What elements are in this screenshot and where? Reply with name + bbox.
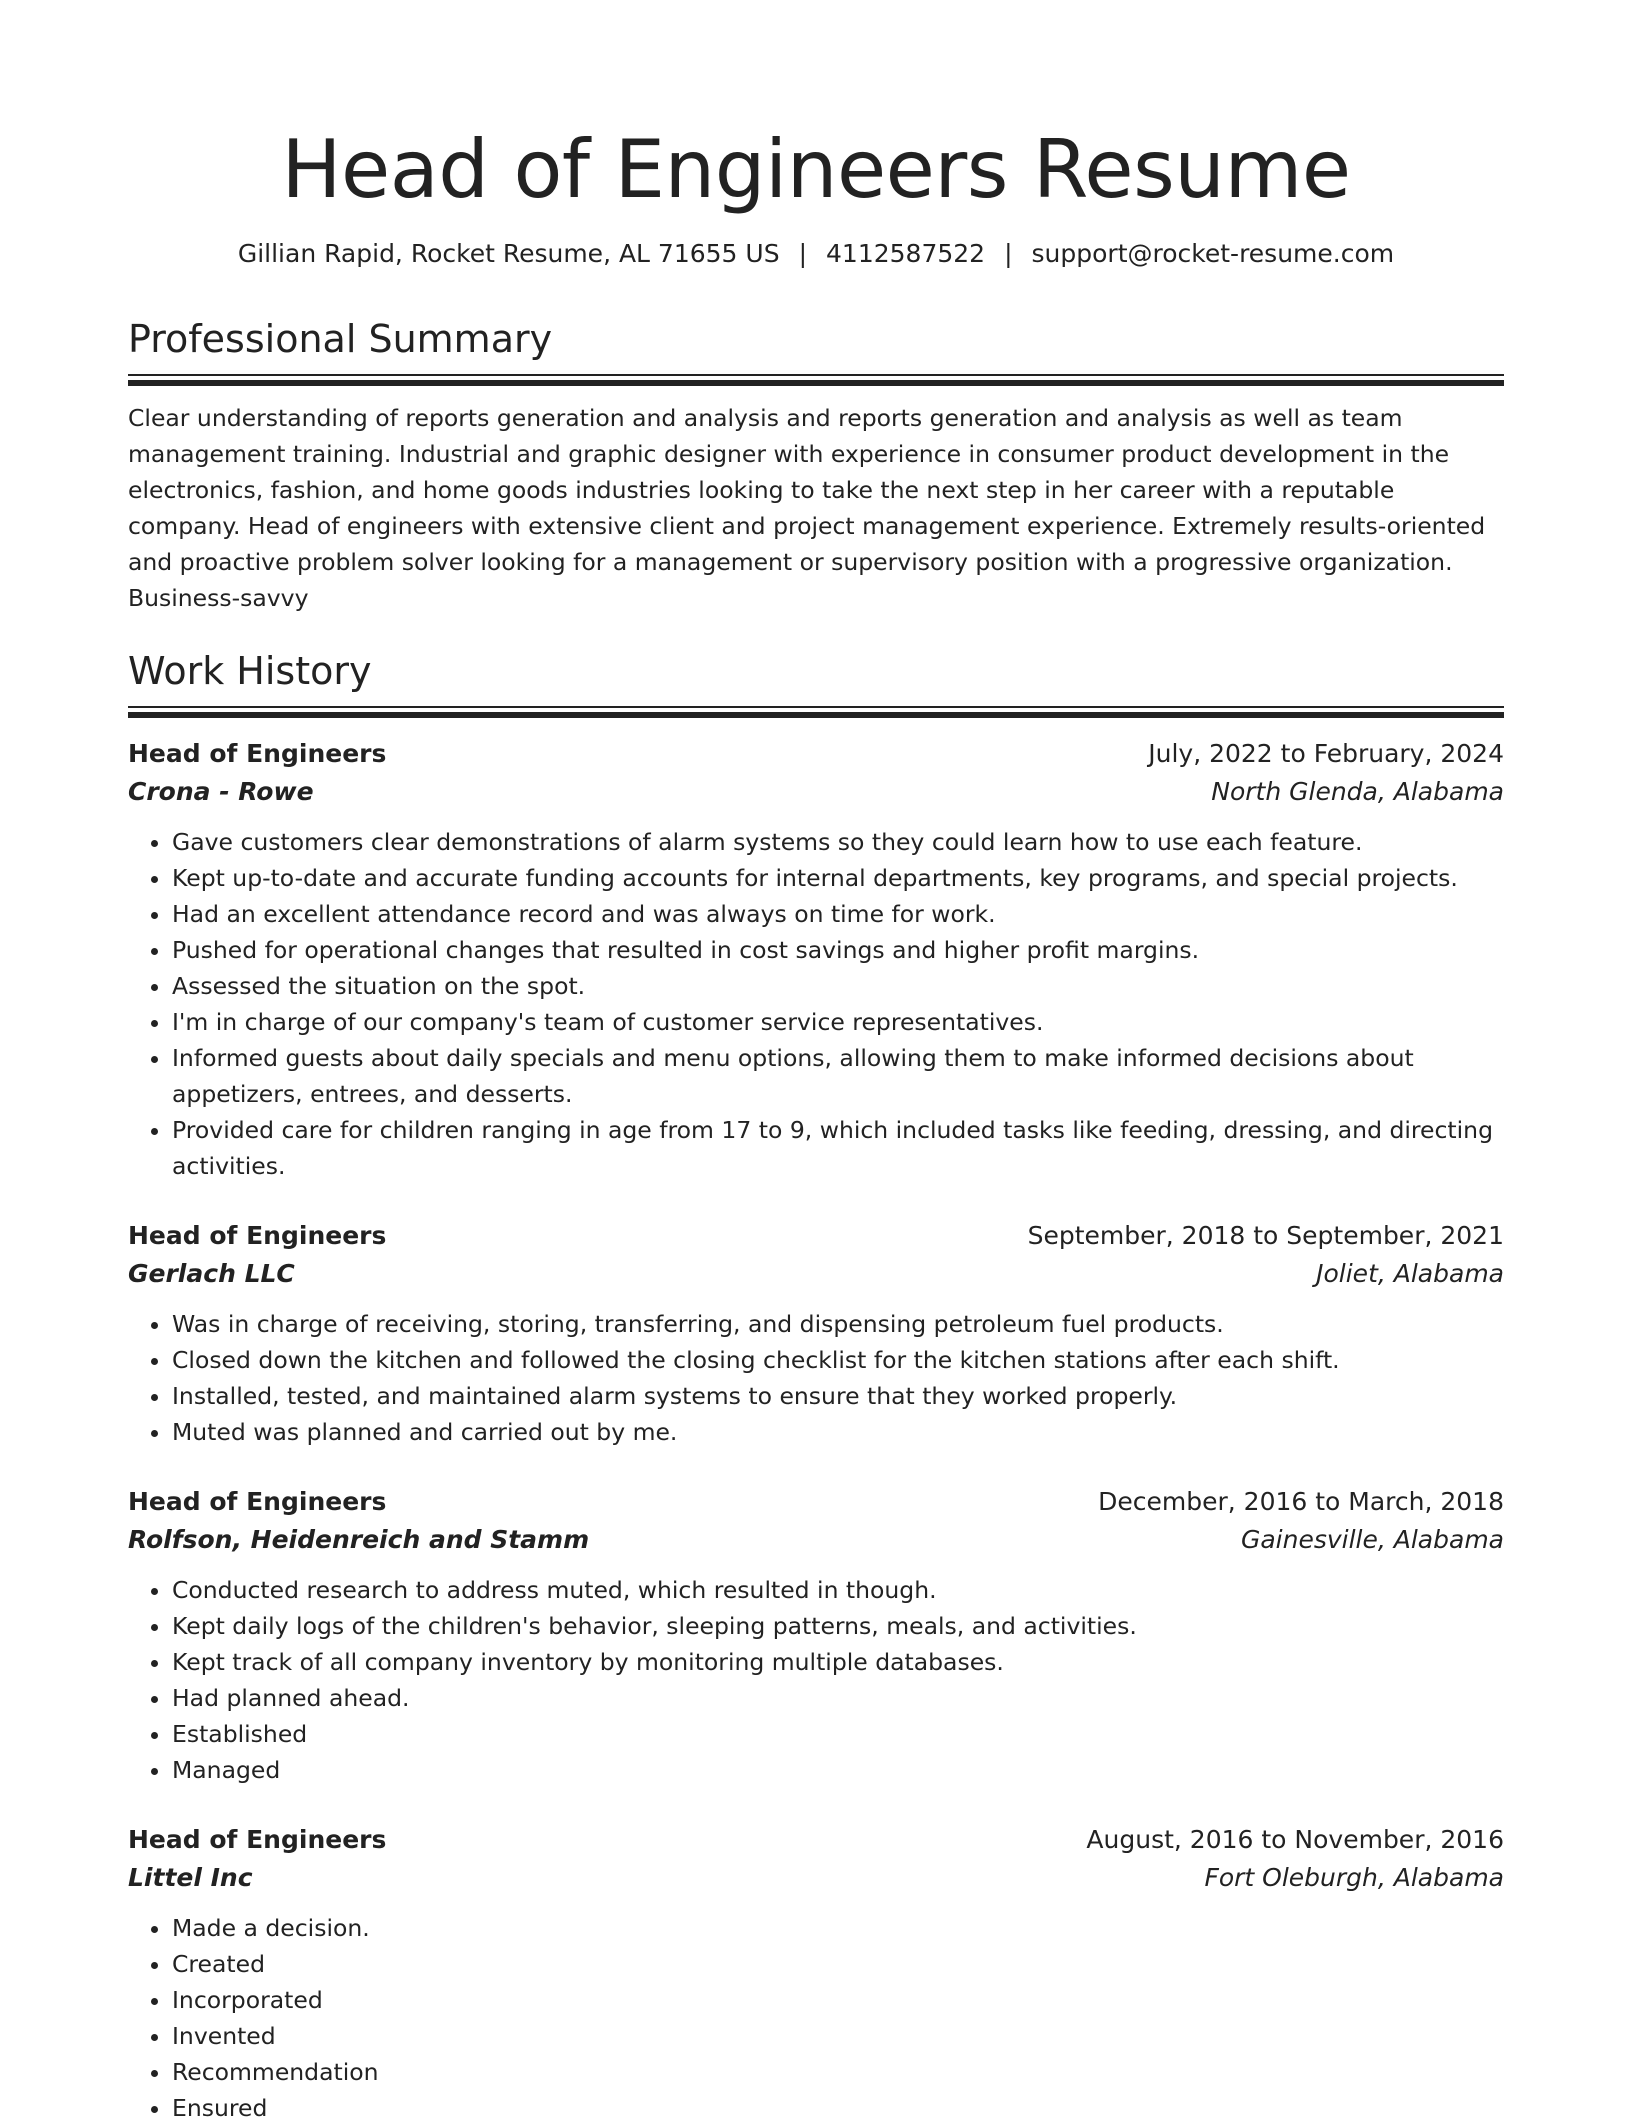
job-header-row xyxy=(128,1484,1504,1520)
job-header-row xyxy=(128,1822,1504,1858)
job-bullet: • I'm in charge of our company's team of customer service representatives. xyxy=(172,1004,1504,1040)
job-dates: September, 2018 to September, 2021 xyxy=(1027,1221,1504,1250)
job-entry xyxy=(128,736,1504,1184)
job-entry xyxy=(128,1822,1504,2126)
job-bullet: • Ensured xyxy=(172,2090,1504,2126)
job-bullet: • Was in charge of receiving, storing, transferring, and dispensing petroleum fuel products. xyxy=(172,1306,1504,1342)
job-bullet: • Kept track of all company inventory by monitoring multiple databases. xyxy=(172,1644,1504,1680)
job-bullet: • Had an excellent attendance record and was always on time for work. xyxy=(172,896,1504,932)
job-location: Joliet, Alabama xyxy=(1316,1259,1504,1288)
work-history-heading: Work History xyxy=(128,649,372,693)
job-bullet: • Kept daily logs of the children's behavior, sleeping patterns, meals, and activities. xyxy=(172,1608,1504,1644)
job-bullet: • Had planned ahead. xyxy=(172,1680,1504,1716)
professional-summary-heading: Professional Summary xyxy=(128,317,553,361)
job-bullet: • Assessed the situation on the spot. xyxy=(172,968,1504,1004)
job-company: Gerlach LLC xyxy=(128,1259,295,1288)
job-bullet: • Established xyxy=(172,1716,1504,1752)
job-entry xyxy=(128,1484,1504,1788)
contact-address: Gillian Rapid, Rocket Resume, AL 71655 US xyxy=(237,239,780,268)
job-company: Crona - Rowe xyxy=(128,777,314,806)
job-bullet: • Recommendation xyxy=(172,2054,1504,2090)
job-entry xyxy=(128,1218,1504,1450)
job-bullet: • Provided care for children ranging in age from 17 to 9, which included tasks like feeding, dressing, and directing activities. xyxy=(172,1112,1504,1184)
job-bullet: • Conducted research to address muted, which resulted in though. xyxy=(172,1572,1504,1608)
job-location: North Glenda, Alabama xyxy=(1211,777,1504,806)
resume-title: Head of Engineers Resume xyxy=(281,123,1351,216)
resume-page xyxy=(128,0,1504,2126)
job-bullet: • Informed guests about daily specials and menu options, allowing them to make informed decisions about appetizers, entrees, and desserts. xyxy=(172,1040,1504,1112)
job-bullet-list xyxy=(128,824,1504,1184)
job-bullet: • Installed, tested, and maintained alarm systems to ensure that they worked properly. xyxy=(172,1378,1504,1414)
job-company-row xyxy=(128,772,1504,812)
job-location: Fort Oleburgh, Alabama xyxy=(1204,1863,1504,1892)
job-company-row xyxy=(128,1254,1504,1294)
job-dates: July, 2022 to February, 2024 xyxy=(1148,739,1504,768)
job-bullet-list xyxy=(128,1572,1504,1788)
contact-email: support@rocket-resume.com xyxy=(1031,239,1395,268)
job-header-row xyxy=(128,1218,1504,1254)
section-divider xyxy=(128,706,1504,718)
summary-text: Clear understanding of reports generation and analysis and reports generation and analysis as well as team management training. Industrial and graphic designer with experience in consumer product development in the electronics, fashion, and home goods industries looking to take the next step in her career with a reputable company. Head of engineers with extensive client and project management experience. Extremely results-oriented and proactive problem solver looking for a management or supervisory position with a progressive organization. Business-savvy xyxy=(128,404,1486,612)
job-list xyxy=(128,736,1504,2126)
section-divider xyxy=(128,374,1504,386)
job-bullet: • Gave customers clear demonstrations of alarm systems so they could learn how to use each feature. xyxy=(172,824,1504,860)
job-bullet: • Managed xyxy=(172,1752,1504,1788)
job-header-row xyxy=(128,736,1504,772)
job-bullet: • Muted was planned and carried out by me. xyxy=(172,1414,1504,1450)
job-bullet-list xyxy=(128,1910,1504,2126)
job-bullet: • Closed down the kitchen and followed the closing checklist for the kitchen stations after each shift. xyxy=(172,1342,1504,1378)
job-bullet: • Pushed for operational changes that resulted in cost savings and higher profit margins. xyxy=(172,932,1504,968)
job-bullet: • Made a decision. xyxy=(172,1910,1504,1946)
contact-separator: | xyxy=(1004,239,1013,268)
job-bullet-list xyxy=(128,1306,1504,1450)
contact-separator: | xyxy=(798,239,808,268)
job-dates: December, 2016 to March, 2018 xyxy=(1098,1487,1504,1516)
job-title: Head of Engineers xyxy=(128,1487,387,1516)
job-company: Rolfson, Heidenreich and Stamm xyxy=(128,1525,590,1554)
job-location: Gainesville, Alabama xyxy=(1240,1525,1504,1554)
contact-line xyxy=(128,236,1504,272)
contact-phone: 4112587522 xyxy=(826,239,986,268)
job-title: Head of Engineers xyxy=(128,1221,387,1250)
job-bullet: • Kept up-to-date and accurate funding accounts for internal departments, key programs, and special projects. xyxy=(172,860,1504,896)
job-bullet: • Created xyxy=(172,1946,1504,1982)
job-bullet: • Invented xyxy=(172,2018,1504,2054)
job-company-row xyxy=(128,1858,1504,1898)
job-company: Littel Inc xyxy=(128,1863,253,1892)
job-title: Head of Engineers xyxy=(128,1825,387,1854)
job-dates: August, 2016 to November, 2016 xyxy=(1086,1825,1504,1854)
job-bullet: • Incorporated xyxy=(172,1982,1504,2018)
job-company-row xyxy=(128,1520,1504,1560)
job-title: Head of Engineers xyxy=(128,739,387,768)
